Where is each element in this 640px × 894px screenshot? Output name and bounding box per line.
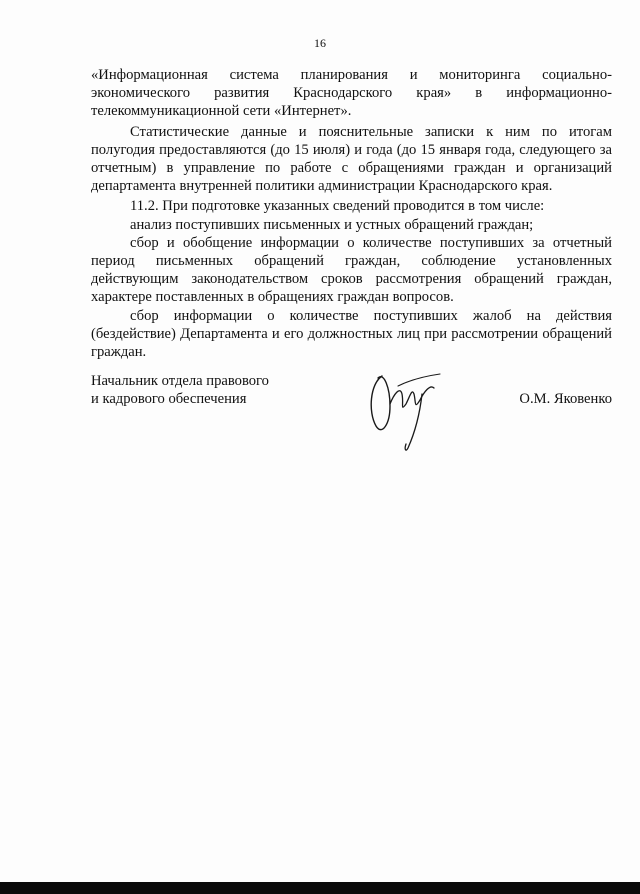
scan-bottom-border bbox=[0, 882, 640, 894]
document-body bbox=[91, 66, 612, 361]
list-item-analysis: анализ поступивших письменных и устных обращений граждан; bbox=[130, 216, 534, 233]
paragraph-continuation: «Информационная система планирования и мониторинга социально-экономического развития Краснодарского края» в информационно-телекоммуникационной сети «Интернет». bbox=[91, 67, 612, 120]
signer-position-line: и кадрового обеспечения bbox=[91, 391, 247, 408]
paragraph-section-11-2: 11.2. При подготовке указанных сведений проводится в том числе: bbox=[130, 198, 545, 215]
list-item-collection: сбор и обобщение информации о количестве поступивших за отчетный период письменных обращений граждан, соблюдение установленных действующим законодательством сроков рассмотрения обращений граждан, характере поставленных в обращениях граждан вопросов. bbox=[91, 234, 612, 306]
list-item-complaints: сбор информации о количестве поступивших жалоб на действия (бездействие) Департамента и его должностных лиц при рассмотрении обращений граждан. bbox=[91, 307, 612, 361]
signer-name: О.М. Яковенко bbox=[519, 391, 612, 407]
signer-position-line: Начальник отдела правового bbox=[91, 373, 269, 389]
paragraph-statistics: Статистические данные и пояснительные записки к ним по итогам полугодия предоставляются (до 15 июля) и года (до 15 января года, следующего за отчетным) в управление по работе с обращениями граждан и организаций департамента внутренней политики администрации Краснодарского края. bbox=[91, 123, 612, 195]
signer-position bbox=[91, 372, 269, 408]
handwritten-signature bbox=[360, 364, 460, 454]
page-number: 16 bbox=[314, 36, 326, 50]
